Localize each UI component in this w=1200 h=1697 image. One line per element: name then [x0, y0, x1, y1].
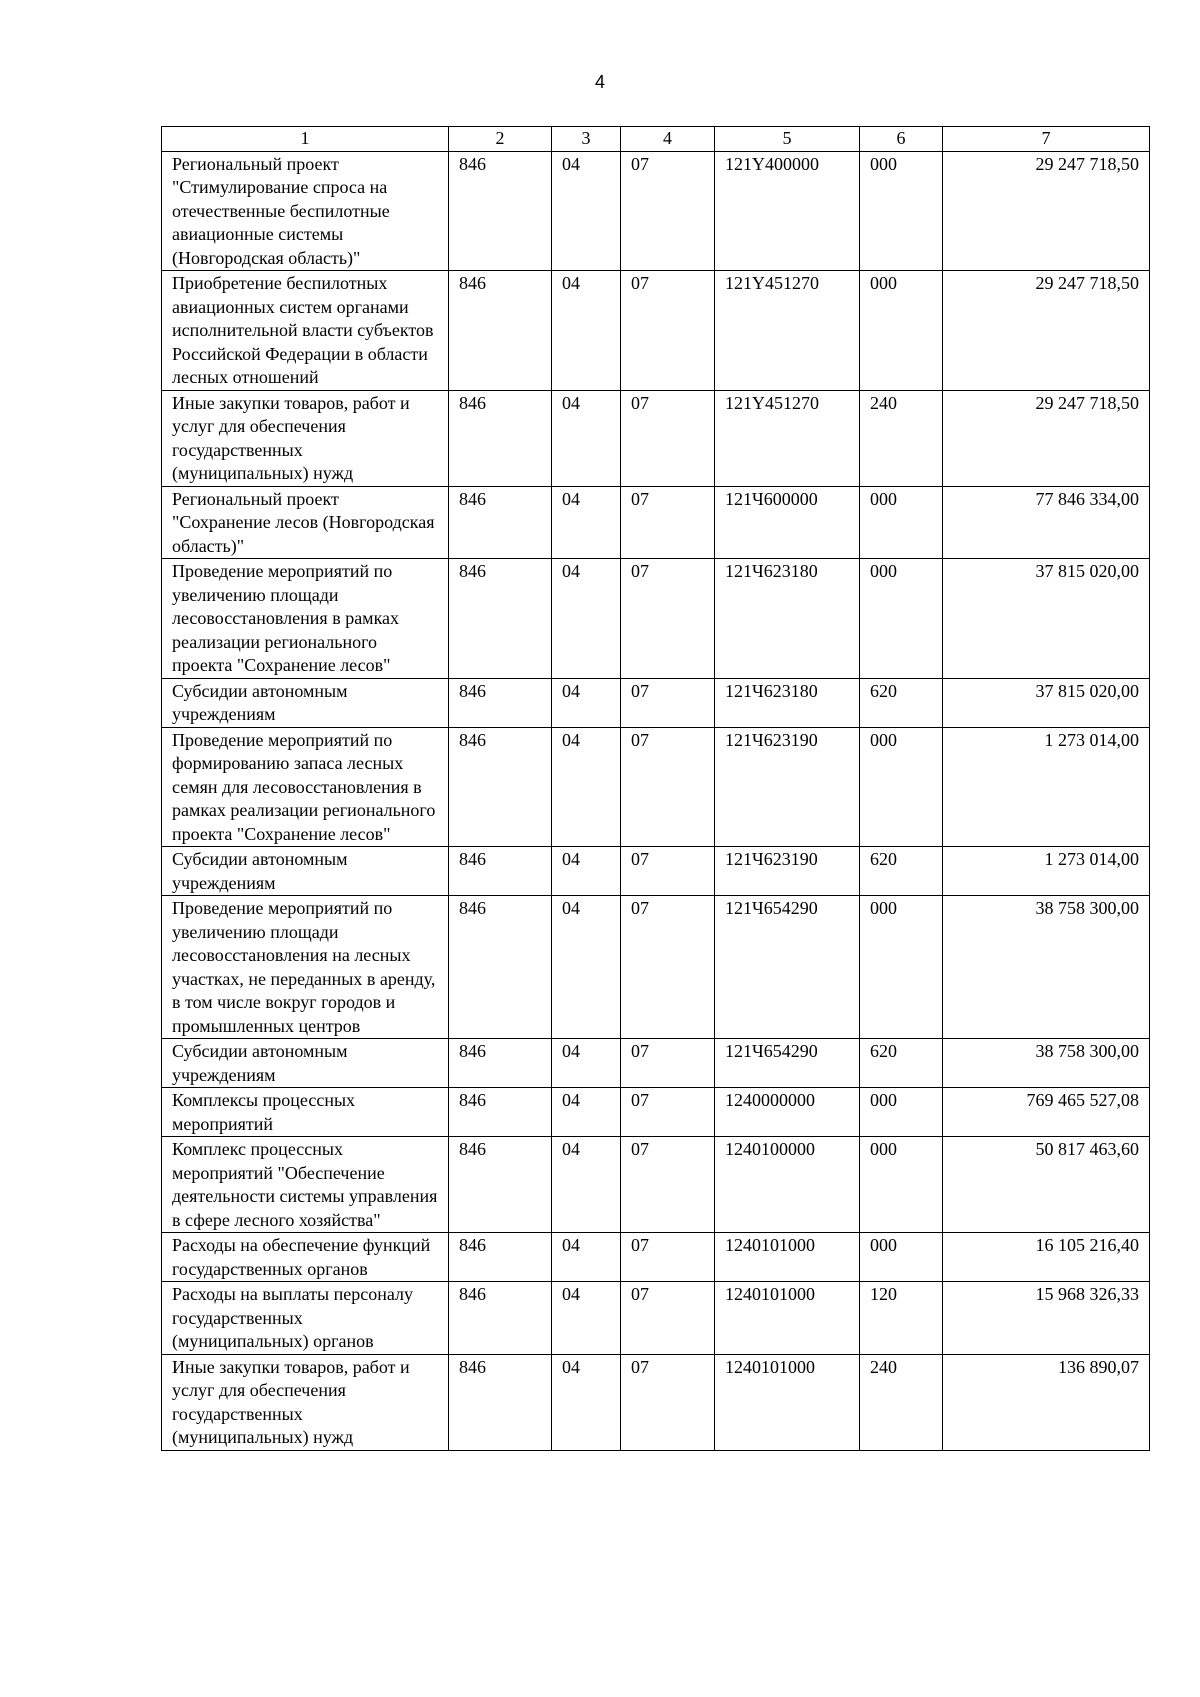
cell-subsection: 07	[621, 1039, 715, 1088]
budget-table	[161, 126, 1150, 1451]
cell-subsection: 07	[621, 486, 715, 559]
cell-section: 04	[552, 1088, 621, 1137]
cell-amount: 29 247 718,50	[943, 390, 1150, 486]
cell-ministry: 846	[449, 1088, 552, 1137]
cell-target-article: 121Y451270	[715, 271, 860, 391]
cell-name: Иные закупки товаров, работ и услуг для обеспечения государственных (муниципальных) нужд	[162, 1354, 449, 1450]
cell-amount: 77 846 334,00	[943, 486, 1150, 559]
cell-subsection: 07	[621, 847, 715, 896]
cell-name: Региональный проект "Стимулирование спроса на отечественные беспилотные авиационные системы (Новгородская область)"	[162, 151, 449, 271]
cell-expense-type: 000	[860, 727, 943, 847]
cell-target-article: 1240000000	[715, 1088, 860, 1137]
cell-amount: 37 815 020,00	[943, 559, 1150, 679]
cell-expense-type: 620	[860, 1039, 943, 1088]
table-row	[162, 1137, 1150, 1233]
cell-ministry: 846	[449, 1354, 552, 1450]
table-row	[162, 390, 1150, 486]
table-row	[162, 896, 1150, 1039]
cell-target-article: 1240101000	[715, 1282, 860, 1355]
cell-amount: 29 247 718,50	[943, 271, 1150, 391]
cell-name: Проведение мероприятий по формированию запаса лесных семян для лесовосстановления в рамках реализации регионального проекта "Сохранение лесов"	[162, 727, 449, 847]
table-row	[162, 486, 1150, 559]
cell-amount: 1 273 014,00	[943, 847, 1150, 896]
cell-ministry: 846	[449, 1039, 552, 1088]
cell-expense-type: 620	[860, 678, 943, 727]
table-header	[162, 127, 1150, 152]
cell-target-article: 121Ч623190	[715, 727, 860, 847]
table-row	[162, 1354, 1150, 1450]
cell-name: Субсидии автономным учреждениям	[162, 1039, 449, 1088]
header-cell-1: 1	[162, 127, 449, 152]
cell-subsection: 07	[621, 727, 715, 847]
header-cell-4: 4	[621, 127, 715, 152]
cell-section: 04	[552, 847, 621, 896]
cell-subsection: 07	[621, 1137, 715, 1233]
cell-section: 04	[552, 1233, 621, 1282]
cell-ministry: 846	[449, 486, 552, 559]
cell-expense-type: 000	[860, 486, 943, 559]
cell-expense-type: 000	[860, 1233, 943, 1282]
cell-target-article: 121Y400000	[715, 151, 860, 271]
cell-section: 04	[552, 1039, 621, 1088]
cell-ministry: 846	[449, 151, 552, 271]
cell-section: 04	[552, 727, 621, 847]
cell-ministry: 846	[449, 390, 552, 486]
header-cell-2: 2	[449, 127, 552, 152]
cell-section: 04	[552, 1137, 621, 1233]
cell-subsection: 07	[621, 1233, 715, 1282]
cell-subsection: 07	[621, 271, 715, 391]
cell-ministry: 846	[449, 271, 552, 391]
page-number: 4	[594, 72, 605, 92]
table-row	[162, 271, 1150, 391]
cell-amount: 38 758 300,00	[943, 896, 1150, 1039]
table-body	[162, 151, 1150, 1450]
cell-target-article: 121Y451270	[715, 390, 860, 486]
cell-name: Приобретение беспилотных авиационных систем органами исполнительной власти субъектов Российской Федерации в области лесных отношений	[162, 271, 449, 391]
table-row	[162, 1233, 1150, 1282]
table-row	[162, 847, 1150, 896]
header-cell-3: 3	[552, 127, 621, 152]
cell-expense-type: 120	[860, 1282, 943, 1355]
cell-amount: 15 968 326,33	[943, 1282, 1150, 1355]
cell-ministry: 846	[449, 559, 552, 679]
cell-expense-type: 240	[860, 390, 943, 486]
cell-ministry: 846	[449, 1282, 552, 1355]
cell-target-article: 121Ч654290	[715, 1039, 860, 1088]
cell-amount: 29 247 718,50	[943, 151, 1150, 271]
cell-section: 04	[552, 896, 621, 1039]
cell-ministry: 846	[449, 727, 552, 847]
cell-section: 04	[552, 1282, 621, 1355]
cell-ministry: 846	[449, 896, 552, 1039]
cell-name: Иные закупки товаров, работ и услуг для обеспечения государственных (муниципальных) нужд	[162, 390, 449, 486]
cell-subsection: 07	[621, 1354, 715, 1450]
table-row	[162, 1039, 1150, 1088]
cell-expense-type: 240	[860, 1354, 943, 1450]
cell-name: Расходы на обеспечение функций государственных органов	[162, 1233, 449, 1282]
header-cell-5: 5	[715, 127, 860, 152]
cell-target-article: 121Ч623180	[715, 678, 860, 727]
cell-subsection: 07	[621, 390, 715, 486]
cell-name: Расходы на выплаты персоналу государственных (муниципальных) органов	[162, 1282, 449, 1355]
cell-section: 04	[552, 559, 621, 679]
cell-expense-type: 620	[860, 847, 943, 896]
cell-amount: 1 273 014,00	[943, 727, 1150, 847]
cell-section: 04	[552, 390, 621, 486]
cell-amount: 16 105 216,40	[943, 1233, 1150, 1282]
header-row	[162, 127, 1150, 152]
cell-amount: 50 817 463,60	[943, 1137, 1150, 1233]
cell-expense-type: 000	[860, 896, 943, 1039]
cell-name: Комплекс процессных мероприятий "Обеспечение деятельности системы управления в сфере лесного хозяйства"	[162, 1137, 449, 1233]
cell-name: Проведение мероприятий по увеличению площади лесовосстановления в рамках реализации регионального проекта "Сохранение лесов"	[162, 559, 449, 679]
cell-subsection: 07	[621, 678, 715, 727]
cell-target-article: 121Ч654290	[715, 896, 860, 1039]
cell-name: Комплексы процессных мероприятий	[162, 1088, 449, 1137]
cell-subsection: 07	[621, 559, 715, 679]
cell-ministry: 846	[449, 1233, 552, 1282]
cell-expense-type: 000	[860, 271, 943, 391]
cell-subsection: 07	[621, 1282, 715, 1355]
cell-target-article: 1240100000	[715, 1137, 860, 1233]
table-row	[162, 1282, 1150, 1355]
table-row	[162, 678, 1150, 727]
cell-ministry: 846	[449, 847, 552, 896]
cell-subsection: 07	[621, 896, 715, 1039]
cell-section: 04	[552, 486, 621, 559]
cell-target-article: 121Ч600000	[715, 486, 860, 559]
table-row	[162, 1088, 1150, 1137]
header-cell-6: 6	[860, 127, 943, 152]
cell-name: Субсидии автономным учреждениям	[162, 847, 449, 896]
cell-section: 04	[552, 1354, 621, 1450]
cell-amount: 769 465 527,08	[943, 1088, 1150, 1137]
cell-name: Субсидии автономным учреждениям	[162, 678, 449, 727]
cell-target-article: 1240101000	[715, 1354, 860, 1450]
table-row	[162, 559, 1150, 679]
cell-section: 04	[552, 151, 621, 271]
cell-ministry: 846	[449, 1137, 552, 1233]
table-row	[162, 151, 1150, 271]
cell-amount: 37 815 020,00	[943, 678, 1150, 727]
cell-target-article: 121Ч623190	[715, 847, 860, 896]
cell-name: Проведение мероприятий по увеличению площади лесовосстановления на лесных участках, не переданных в аренду, в том числе вокруг городов и промышленных центров	[162, 896, 449, 1039]
cell-amount: 136 890,07	[943, 1354, 1150, 1450]
cell-section: 04	[552, 678, 621, 727]
cell-expense-type: 000	[860, 151, 943, 271]
cell-ministry: 846	[449, 678, 552, 727]
cell-expense-type: 000	[860, 1088, 943, 1137]
cell-subsection: 07	[621, 151, 715, 271]
cell-target-article: 121Ч623180	[715, 559, 860, 679]
cell-expense-type: 000	[860, 559, 943, 679]
header-cell-7: 7	[943, 127, 1150, 152]
cell-target-article: 1240101000	[715, 1233, 860, 1282]
cell-section: 04	[552, 271, 621, 391]
cell-name: Региональный проект "Сохранение лесов (Новгородская область)"	[162, 486, 449, 559]
cell-amount: 38 758 300,00	[943, 1039, 1150, 1088]
table-row	[162, 727, 1150, 847]
cell-expense-type: 000	[860, 1137, 943, 1233]
cell-subsection: 07	[621, 1088, 715, 1137]
